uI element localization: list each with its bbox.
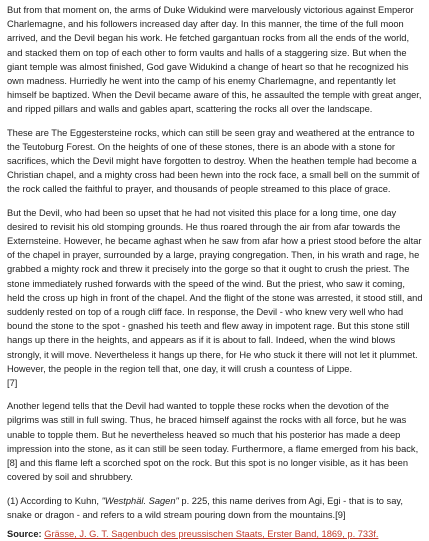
paragraph-3-text: But the Devil, who had been so upset that he had not visited this place for a long time, one day desired to revisit his old stomping grounds. He thus roared through the air from afar towards the Externsteine. However, he became aghast when he saw from afar how a priest stood before the altar of the chapel in prayer, surrounded by a large, praying congregation. Then, in his wrath and rage, he grabbed a mighty rock and threw it precisely into the gorge so that it ought to crush the priest. The stone immediately rushed forwards with the speed of the wind. But the priest, who saw it coming, held the cross up high in front of the chapel. And the flight of the stone was arrested, it stood still, and suddenly rested on top of a rough cliff face. In response, the Devil - who knew very well who had bound the stone to the spot - gnashed his teeth and flew away in impotent rage. But this stone still hangs up there in the heights, and appears as if it is about to fall. Indeed, when the wind blows strongly, it will move. Nevertheless it hangs up there, for He who stuck it there will not let it plummet. However, the people in the region tell that, one day, it will crush a countess of Lippe. [7, 207, 423, 374]
footnote-ref-7[interactable]: [7] [7, 378, 18, 389]
paragraph-4-end: and this flame left a scorched spot on the rock. But this spot is no longer visible, as it has been covered by soil and shrubbery. [7, 458, 409, 483]
footnote-ref-8[interactable]: [8] [7, 458, 18, 469]
note-after: p. 225, this name derives from Agi, Egi - that is to say, snake or dragon - and refers to a wild stream pouring down from the mountains. [7, 495, 403, 520]
note-before: (1) According to Kuhn, [7, 495, 102, 506]
paragraph-2: These are The Eggestersteine rocks, which can still be seen gray and weathered at the entrance to the Teutoburg Forest. On the heights of one of these stones, there is an abode with a stone for sacrifices, which the Devil might have forgotten to destroy. When the heathen temple had become a Christian chapel, and a mighty cross had been hewn into the rock face, a small bell on the summit of the rock called the faithful to prayer, and thousands of people streamed to this place of grace. [7, 127, 420, 195]
paragraph-4-text: Another legend tells that the Devil had wanted to topple these rocks when the devotion of the pilgrims was still in full swing. Thus, he braced himself against the rocks with all force, but he was unable to topple them. But he nevertheless heaved so much that his posterior has made a deep impression into the stone, as it can still be seen today. Furthermore, a flame emerged from his back, [7, 401, 419, 454]
paragraph-1: But from that moment on, the arms of Duke Widukind were marvelously victorious against Emperor Charlemagne, and his followers increased day after day. In this manner, the time of the full moon arrived, and the Devil began his work. He fetched gargantuan rocks from all the ends of the world, and stacked them on top of each other to form vaults and halls of a staggering size. But when the giant temple was almost finished, God gave Widukind a change of heart so that he recognized his own madness. Hurriedly he went into the camp of his enemy Charlemagne, and repentantly let himself be baptized. When the Devil became aware of this, he assaulted the temple with great anger, and ripped pillars and walls and gables apart, scattering the rocks all over the landscape. [7, 5, 422, 115]
footnote-ref-9[interactable]: [9] [335, 509, 346, 520]
note-title: "Westphäl. Sagen" [101, 495, 179, 506]
footnote-note [7, 494, 423, 522]
source-link[interactable]: Grässe, J. G. T. Sagenbuch des preussischen Staats, Erster Band, 1869, p. 733f. [44, 528, 379, 539]
source-line [7, 527, 423, 541]
paragraph-3 [7, 206, 423, 391]
source-label: Source: [7, 528, 42, 539]
paragraph-4 [7, 399, 423, 484]
